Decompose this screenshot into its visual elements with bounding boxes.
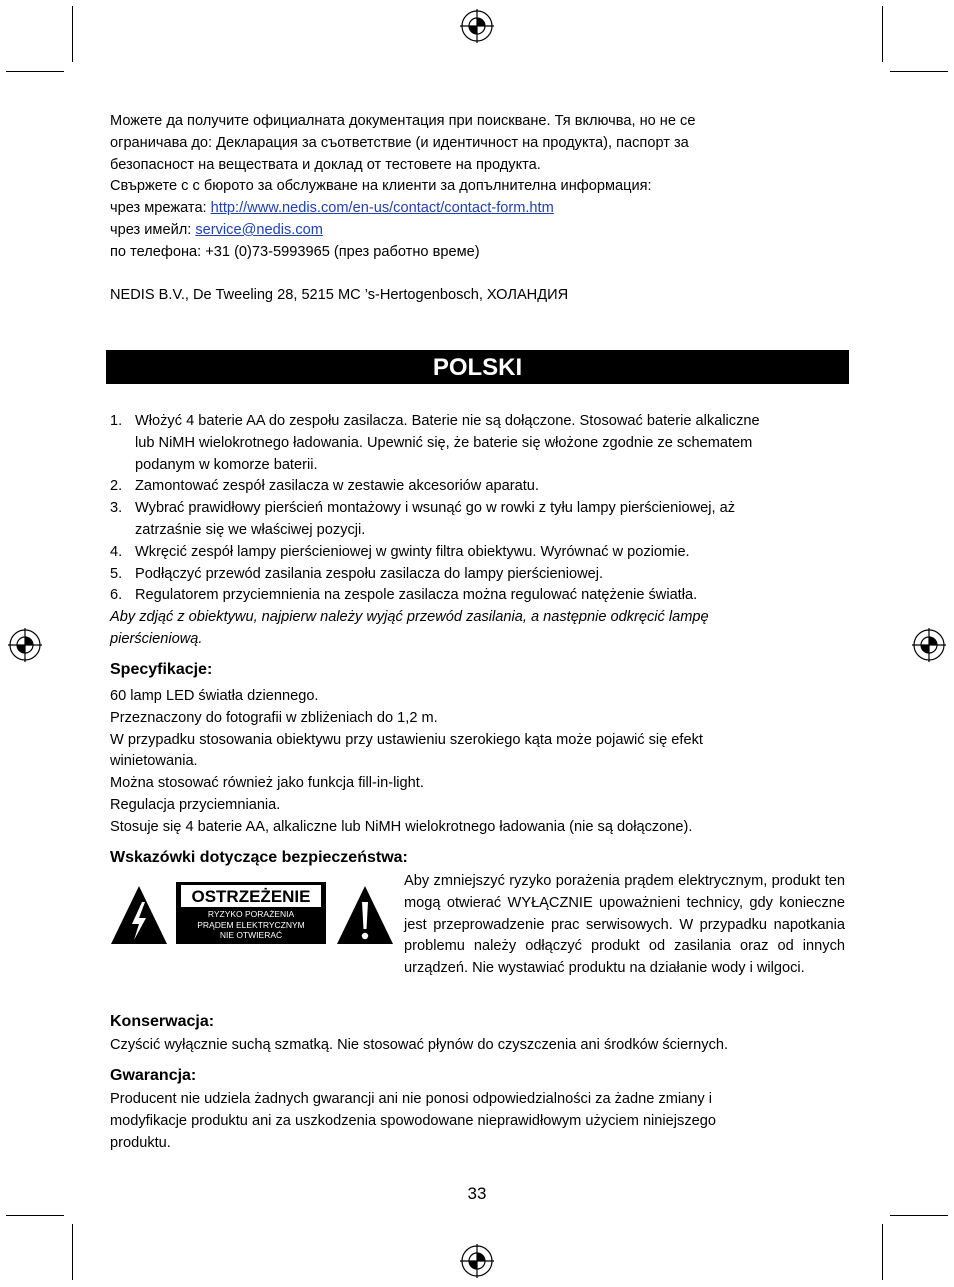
spec-heading: Specyfikacje:	[110, 661, 213, 678]
step-item	[110, 476, 840, 498]
step-number: 5.	[110, 565, 123, 582]
step-number: 1.	[110, 413, 123, 429]
crop-mark	[890, 1215, 948, 1216]
spec-line: Przeznaczony do fotografii w zbliżeniach do 1,2 m.	[110, 709, 438, 726]
warranty-line: produktu.	[110, 1134, 171, 1151]
step-line: Wkręcić zespół lampy pierścieniowej w gwinty filtra obiektywu. Wyrównać w poziomie.	[135, 543, 690, 560]
step-line: zatrzaśnie się we właściwej pozycji.	[135, 521, 366, 538]
crop-mark	[72, 6, 73, 62]
step-item	[110, 564, 840, 586]
step-line: Włożyć 4 baterie AA do zespołu zasilacza. Baterie nie są dołączone. Stosować baterie alkaliczne	[135, 413, 760, 429]
section-banner: POLSKI	[106, 350, 849, 384]
exclamation-triangle-icon	[335, 884, 395, 946]
spec-list	[110, 686, 703, 839]
warning-title: OSTRZEŻENIE	[181, 885, 321, 907]
spec-line: Regulacja przyciemniania.	[110, 796, 281, 813]
registration-mark-icon	[8, 628, 42, 662]
spec-line: Można stosować również jako funkcja fill-in-light.	[110, 775, 424, 792]
bg-paragraph-line: безопасност на веществата и доклад от тестовете на продукта.	[110, 156, 541, 173]
crop-mark	[6, 1215, 64, 1216]
spec-line: Stosuje się 4 baterie AA, alkaliczne lub NiMH wielokrotnego ładowania (nie są dołączone).	[110, 818, 693, 835]
warning-small-line: NIE OTWIERAĆ	[219, 930, 283, 940]
warranty-line: modyfikacje produktu ani za uszkodzenia spowodowane nieprawidłowym użyciem niniejszego	[110, 1112, 716, 1129]
warning-small-line: RYZYKO PORAŻENIA	[207, 909, 295, 919]
email-contact-line	[110, 220, 695, 242]
bg-paragraph-line: Можете да получите официалната документация при поискване. Тя включва, но не се	[110, 113, 696, 129]
step-line: Wybrać prawidłowy pierścień montażowy i wsunąć go w rowki z tyłu lampy pierścieniowej, aż	[135, 500, 736, 517]
email-link[interactable]: service@nedis.com	[195, 221, 323, 238]
bg-paragraph-line: Свържете с с бюрото за обслужване на клиенти за допълнителна информация:	[110, 178, 652, 195]
crop-mark	[890, 71, 948, 72]
warranty-heading: Gwarancja:	[110, 1067, 197, 1084]
crop-mark	[882, 6, 883, 62]
note-line: Aby zdjąć z obiektywu, najpierw należy wyjąć przewód zasilania, a następnie odkręcić lampę	[110, 609, 709, 625]
step-number: 3.	[110, 500, 123, 517]
email-label: чрез имейл:	[110, 221, 196, 238]
step-line: Regulatorem przyciemnienia na zespole zasilacza można regulować natężenie światła.	[135, 587, 698, 604]
web-label: чрез мрежата:	[110, 200, 211, 217]
step-line: lub NiMH wielokrotnego ładowania. Upewnić się, że baterie się włożone zgodnie ze schematem	[135, 434, 753, 451]
warning-label	[176, 882, 326, 944]
registration-mark-icon	[460, 9, 494, 43]
step-number: 6.	[110, 587, 123, 604]
spec-line: W przypadku stosowania obiektywu przy ustawieniu szerokiego kąta może pojawić się efekt	[110, 731, 703, 748]
step-item	[110, 542, 840, 564]
step-line: podanym w komorze baterii.	[135, 456, 318, 473]
step-item	[110, 411, 840, 476]
crop-mark	[72, 1224, 73, 1280]
maintenance-text: Czyścić wyłącznie suchą szmatką. Nie stosować płynów do czyszczenia ani środków ściernych.	[110, 1037, 729, 1053]
safety-text: Aby zmniejszyć ryzyko porażenia prądem elektrycznym, produkt ten mogą otwierać WYŁĄCZNIE upoważnieni technicy, gdy konieczne jest przeprowadzenie prac serwisowych. W przypadku napotkania problemu należy odłączyć produkt od zasilania oraz od innych urządzeń. Nie wystawiać produktu na działanie wody i wilgoci.	[404, 873, 845, 977]
removal-note	[110, 607, 709, 651]
warranty-text	[110, 1089, 716, 1154]
bg-contact-section	[110, 111, 695, 264]
step-number: 2.	[110, 478, 123, 495]
phone-line: по телефона: +31 (0)73-5993965 (през работно време)	[110, 243, 480, 260]
web-link[interactable]: http://www.nedis.com/en-us/contact/contact-form.htm	[210, 200, 554, 217]
registration-mark-icon	[912, 628, 946, 662]
safety-heading: Wskazówki dotyczące bezpieczeństwa:	[110, 849, 408, 866]
warranty-line: Producent nie udziela żadnych gwarancji ani nie ponosi odpowiedzialności za żadne zmiany i	[110, 1091, 712, 1107]
step-line: Podłączyć przewód zasilania zespołu zasilacza do lampy pierścieniowej.	[135, 565, 604, 582]
step-line: Zamontować zespół zasilacza w zestawie akcesoriów aparatu.	[135, 478, 539, 495]
note-line: pierścieniową.	[110, 630, 203, 647]
step-number: 4.	[110, 543, 123, 560]
spec-line: 60 lamp LED światła dziennego.	[110, 688, 319, 704]
step-item	[110, 498, 840, 542]
registration-mark-icon	[460, 1244, 494, 1278]
page-number: 33	[467, 1184, 487, 1203]
warning-small-text	[176, 909, 326, 941]
web-contact-line	[110, 198, 695, 220]
bg-paragraph-line: ограничава до: Декларация за съответствие (и идентичност на продукта), паспорт за	[110, 134, 689, 151]
step-item	[110, 585, 840, 607]
crop-mark	[882, 1224, 883, 1280]
warning-small-line: PRĄDEM ELEKTRYCZNYM	[197, 919, 305, 930]
instruction-steps	[110, 411, 840, 607]
lightning-triangle-icon	[109, 884, 169, 946]
crop-mark	[6, 71, 64, 72]
spec-line: winietowania.	[110, 753, 198, 770]
company-address: NEDIS B.V., De Tweeling 28, 5215 MC ’s-Hertogenbosch, ХОЛАНДИЯ	[110, 287, 569, 303]
maintenance-heading: Konserwacja:	[110, 1013, 215, 1030]
